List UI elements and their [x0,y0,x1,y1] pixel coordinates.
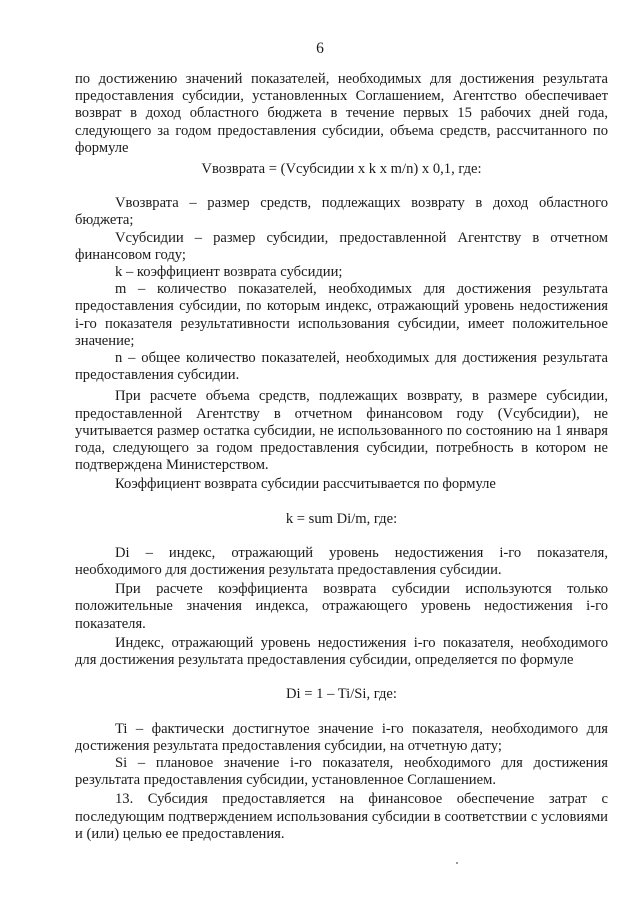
definition-vvozvrata: Vвозврата – размер средств, подлежащих возврату в доход областного бюджета; [75,195,608,229]
definition-n: n – общее количество показателей, необходимых для достижения результата предоставления субсидии. [75,350,608,384]
formula-vvozvrata: Vвозврата = (Vсубсидии x k x m/n) x 0,1, где: [201,161,482,178]
definition-k: k – коэффициент возврата субсидии; [115,264,343,281]
paragraph-index-intro: Индекс, отражающий уровень недостижения i-го показателя, необходимого для достижения результата предоставления субсидии, определяется по формуле [75,634,608,669]
paragraph-13: 13. Субсидия предоставляется на финансовое обеспечение затрат с последующим подтверждением использования субсидии в соответствии с условиями и (или) целью ее предоставления. [75,791,608,842]
definition-si: Si – плановое значение i-го показателя, необходимого для достижения результата предоставления субсидии, установленное Соглашением. [75,754,608,789]
formula-di: Di = 1 – Ti/Si, где: [286,686,397,703]
paragraph-calculation: При расчете объема средств, подлежащих возврату, в размере субсидии, предоставленной Агентству в отчетном финансовом году (Vсубсидии), не учитывается размер остатка субсидии, не использованного по состоянию на 1 января года, следующего за годом предоставления субсидии, потребность в котором не подтверждена Министерством. [75,388,608,474]
document-body [75,71,608,843]
definition-ti: Ti – фактически достигнутое значение i-го показателя, необходимого для достижения результата предоставления субсидии, на отчетную дату; [75,720,608,754]
paragraph-k-intro: Коэффициент возврата субсидии рассчитывается по формуле [115,476,496,493]
definition-m: m – количество показателей, необходимых для достижения результата предоставления субсидии, по которым индекс, отражающий уровень недостижения i-го показателя результативности использования субсидии, имеет положительное значение; [75,281,608,349]
definition-di: Di – индекс, отражающий уровень недостижения i-го показателя, необходимого для достижения результата предоставления субсидии. [75,544,608,579]
scan-dot [456,862,458,864]
paragraph-continuation: по достижению значений показателей, необходимых для достижения результата предоставления субсидии, установленных Соглашением, Агентство обеспечивает возврат в доход областного бюджета в течение первых 15 рабочих дней года, следующего за годом предоставления субсидии, объема средств, рассчитанного по формуле [75,71,608,156]
definition-vsubsidii: Vсубсидии – размер субсидии, предоставленной Агентству в отчетном финансовом году; [75,229,608,263]
page-number: 6 [316,40,324,57]
formula-k: k = sum Di/m, где: [285,510,398,527]
paragraph-positive-values: При расчете коэффициента возврата субсидии используются только положительные значения индекса, отражающего уровень недостижения i-го показателя. [75,581,608,632]
